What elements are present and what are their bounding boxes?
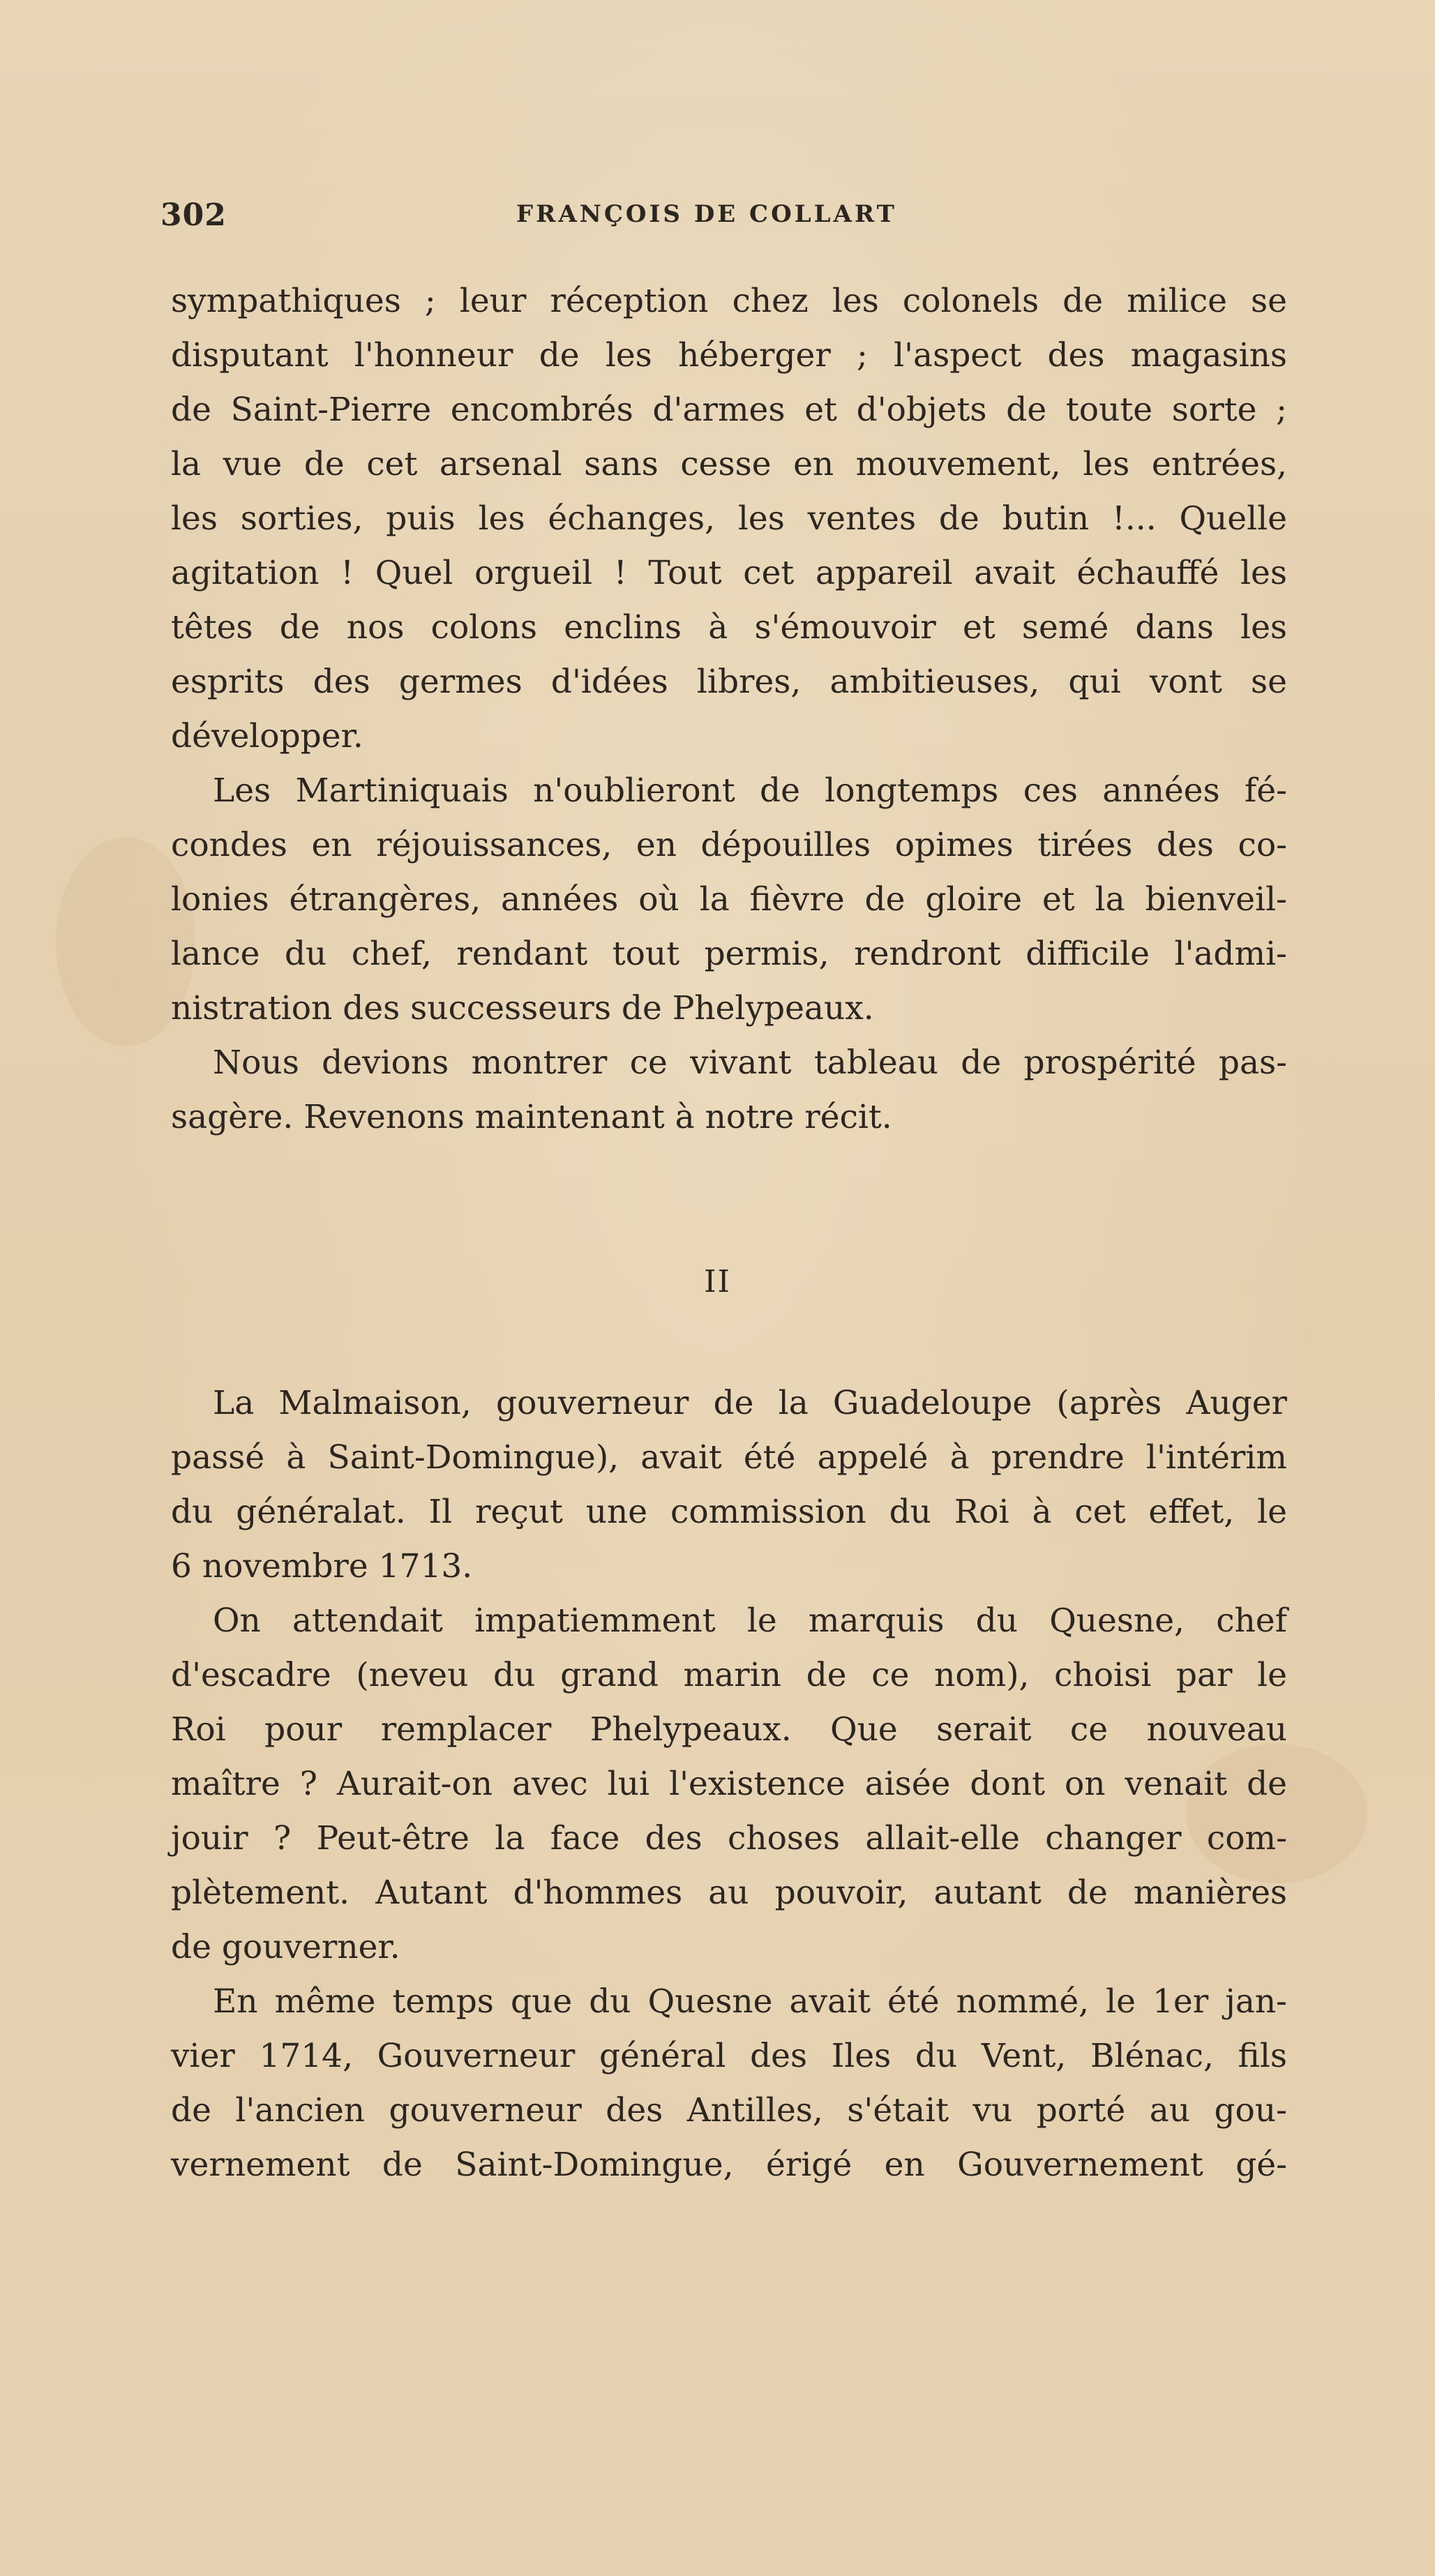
text-line: La Malmaison, gouverneur de la Guadeloupe (après Auger	[213, 1384, 1287, 1422]
text-line: développer.	[171, 717, 363, 755]
text-line: lance du chef, rendant tout permis, rendront difficile l'admi-	[171, 935, 1287, 973]
page-number: 302	[160, 197, 227, 233]
text-line: de gouverner.	[171, 1928, 400, 1966]
text-line: la vue de cet arsenal sans cesse en mouvement, les entrées,	[171, 445, 1287, 483]
text-line: nistration des successeurs de Phelypeaux.	[171, 989, 874, 1027]
text-line: lonies étrangères, années où la fièvre de gloire et la bienveil-	[171, 880, 1287, 919]
text-line: condes en réjouissances, en dépouilles opimes tirées des co-	[171, 826, 1287, 864]
text-line: sagère. Revenons maintenant à notre récit.	[171, 1098, 892, 1136]
text-block-2	[171, 1376, 1287, 2192]
running-title: FRANÇOIS DE COLLART	[516, 200, 897, 228]
text-line: vier 1714, Gouverneur général des Iles du Vent, Blénac, fils	[171, 2037, 1287, 2075]
text-line: disputant l'honneur de les héberger ; l'aspect des magasins	[171, 336, 1287, 375]
text-line: esprits des germes d'idées libres, ambitieuses, qui vont se	[171, 663, 1287, 701]
text-line: sympathiques ; leur réception chez les colonels de milice se	[171, 282, 1287, 320]
text-line: Les Martiniquais n'oublieront de longtemps ces années fé-	[213, 771, 1287, 810]
text-line: Roi pour remplacer Phelypeaux. Que serait ce nouveau	[171, 1710, 1287, 1749]
text-line: de l'ancien gouverneur des Antilles, s'était vu porté au gou-	[171, 2091, 1287, 2130]
section-heading: II	[704, 1264, 731, 1300]
page-header	[160, 197, 1291, 232]
text-line: passé à Saint-Domingue), avait été appelé à prendre l'intérim	[171, 1438, 1287, 1477]
text-line: de Saint-Pierre encombrés d'armes et d'objets de toute sorte ;	[171, 391, 1287, 429]
text-line: agitation ! Quel orgueil ! Tout cet appareil avait échauffé les	[171, 554, 1287, 592]
text-line: On attendait impatiemment le marquis du Quesne, chef	[213, 1602, 1287, 1640]
text-line: plètement. Autant d'hommes au pouvoir, autant de manières	[171, 1874, 1287, 1912]
text-line: 6 novembre 1713.	[171, 1547, 473, 1585]
text-line: du généralat. Il reçut une commission du Roi à cet effet, le	[171, 1493, 1287, 1531]
text-line: les sorties, puis les échanges, les ventes de butin !... Quelle	[171, 499, 1287, 538]
text-line: têtes de nos colons enclins à s'émouvoir et semé dans les	[171, 608, 1287, 647]
text-line: d'escadre (neveu du grand marin de ce nom), choisi par le	[171, 1656, 1287, 1694]
text-line: jouir ? Peut-être la face des choses allait-elle changer com-	[171, 1819, 1287, 1858]
text-line: En même temps que du Quesne avait été nommé, le 1er jan-	[213, 1982, 1287, 2021]
text-line: Nous devions montrer ce vivant tableau de prospérité pas-	[213, 1044, 1287, 1082]
text-line: maître ? Aurait-on avec lui l'existence aisée dont on venait de	[171, 1765, 1287, 1803]
text-line: vernement de Saint-Domingue, érigé en Gouvernement gé-	[171, 2146, 1287, 2184]
text-block-1	[171, 274, 1287, 1145]
